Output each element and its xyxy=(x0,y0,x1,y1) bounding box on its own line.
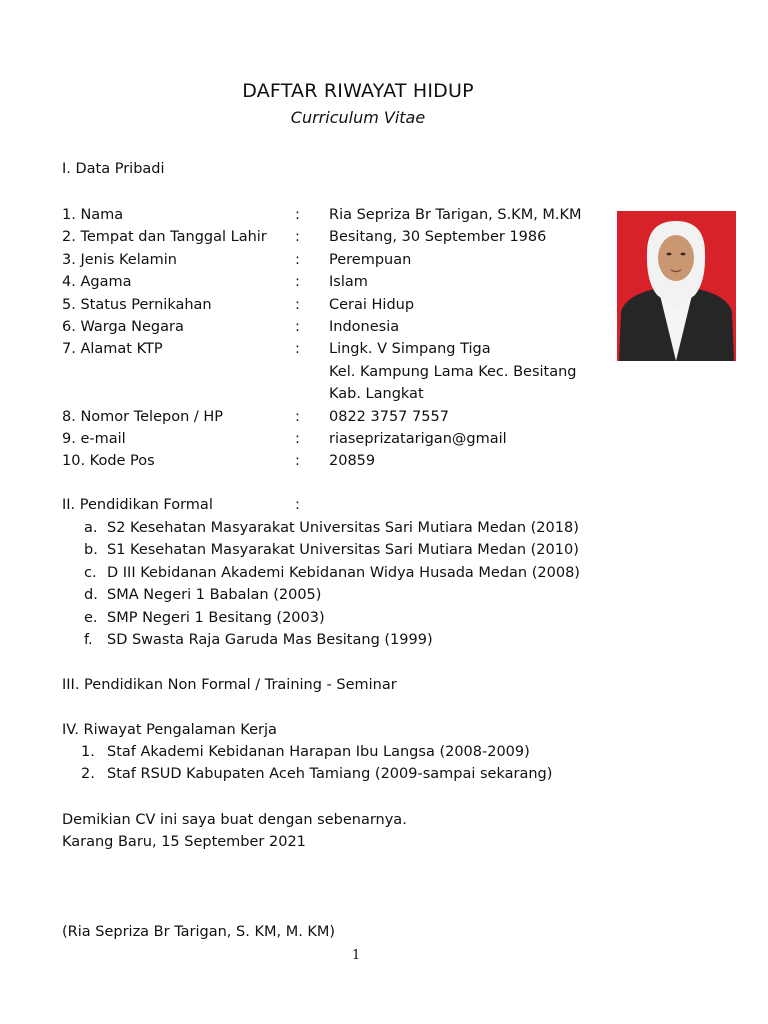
list-marker: e. xyxy=(84,609,98,626)
field-separator: : xyxy=(295,408,300,425)
section-pendidikan-formal-heading: II. Pendidikan Formal xyxy=(62,497,213,513)
field-label: 8. Nomor Telepon / HP xyxy=(62,408,224,425)
page-subtitle: Curriculum Vitae xyxy=(290,108,426,127)
section-pengalaman-kerja-heading: IV. Riwayat Pengalaman Kerja xyxy=(62,722,277,738)
field-value: Ria Sepriza Br Tarigan, S.KM, M.KM xyxy=(329,207,582,223)
field-value: Indonesia xyxy=(329,318,400,335)
list-marker: 2. xyxy=(81,766,95,783)
profile-photo-illustration xyxy=(617,211,736,361)
list-text: SD Swasta Raja Garuda Mas Besitang (1999) xyxy=(107,631,433,648)
list-text: S1 Kesehatan Masyarakat Universitas Sari Mutiara Medan (2010) xyxy=(107,542,579,559)
field-separator: : xyxy=(295,251,300,268)
field-label: 9. e-mail xyxy=(62,430,126,447)
field-separator: : xyxy=(295,207,300,223)
page-title: DAFTAR RIWAYAT HIDUP xyxy=(242,80,474,102)
list-marker: 1. xyxy=(81,744,95,760)
list-marker: f. xyxy=(84,631,93,648)
field-value: riaseprizatarigan@gmail xyxy=(329,430,507,447)
list-text: SMA Negeri 1 Babalan (2005) xyxy=(107,587,322,604)
field-label: 6. Warga Negara xyxy=(62,318,184,335)
field-separator: : xyxy=(295,430,300,447)
list-text: D III Kebidanan Akademi Kebidanan Widya Husada Medan (2008) xyxy=(107,564,580,581)
field-value: Islam xyxy=(329,274,368,291)
field-label: 10. Kode Pos xyxy=(62,453,155,470)
field-separator: : xyxy=(295,318,300,335)
field-value: Cerai Hidup xyxy=(329,296,415,313)
field-separator: : xyxy=(295,453,300,470)
signature-name: (Ria Sepriza Br Tarigan, S. KM, M. KM) xyxy=(62,924,336,940)
list-text: S2 Kesehatan Masyarakat Universitas Sari Mutiara Medan (2018) xyxy=(107,520,579,536)
field-label: 2. Tempat dan Tanggal Lahir xyxy=(62,229,267,246)
field-separator: : xyxy=(295,274,300,291)
field-label: 3. Jenis Kelamin xyxy=(62,251,177,268)
list-marker: a. xyxy=(84,520,98,536)
list-text: Staf RSUD Kabupaten Aceh Tamiang (2009-sampai sekarang) xyxy=(107,766,553,783)
profile-photo xyxy=(617,211,736,361)
page-number: 1 xyxy=(352,948,361,963)
list-text: Staf Akademi Kebidanan Harapan Ibu Langsa (2008-2009) xyxy=(107,744,530,760)
list-marker: d. xyxy=(84,587,98,604)
list-marker: c. xyxy=(84,564,97,581)
field-value: 20859 xyxy=(329,453,376,470)
field-value: Kel. Kampung Lama Kec. Besitang xyxy=(329,363,577,380)
field-value: Perempuan xyxy=(329,251,412,268)
list-marker: b. xyxy=(84,542,98,559)
field-label: 1. Nama xyxy=(62,207,124,223)
field-value: Besitang, 30 September 1986 xyxy=(329,229,547,246)
field-separator: : xyxy=(295,296,300,313)
place-date: Karang Baru, 15 September 2021 xyxy=(62,834,306,850)
field-value: Kab. Langkat xyxy=(329,386,424,403)
field-value: Lingk. V Simpang Tiga xyxy=(329,341,491,358)
list-text: SMP Negeri 1 Besitang (2003) xyxy=(107,609,325,626)
closing-statement: Demikian CV ini saya buat dengan sebenarnya. xyxy=(62,812,407,828)
field-label: 7. Alamat KTP xyxy=(62,341,163,358)
section-non-formal-heading: III. Pendidikan Non Formal / Training - Seminar xyxy=(62,677,397,693)
field-value: 0822 3757 7557 xyxy=(329,408,449,425)
field-label: 5. Status Pernikahan xyxy=(62,296,212,313)
section-data-pribadi-heading: I. Data Pribadi xyxy=(62,161,165,177)
field-separator: : xyxy=(295,229,300,246)
section-pendidikan-formal-separator: : xyxy=(295,497,300,513)
field-separator: : xyxy=(295,341,300,358)
field-label: 4. Agama xyxy=(62,274,132,291)
